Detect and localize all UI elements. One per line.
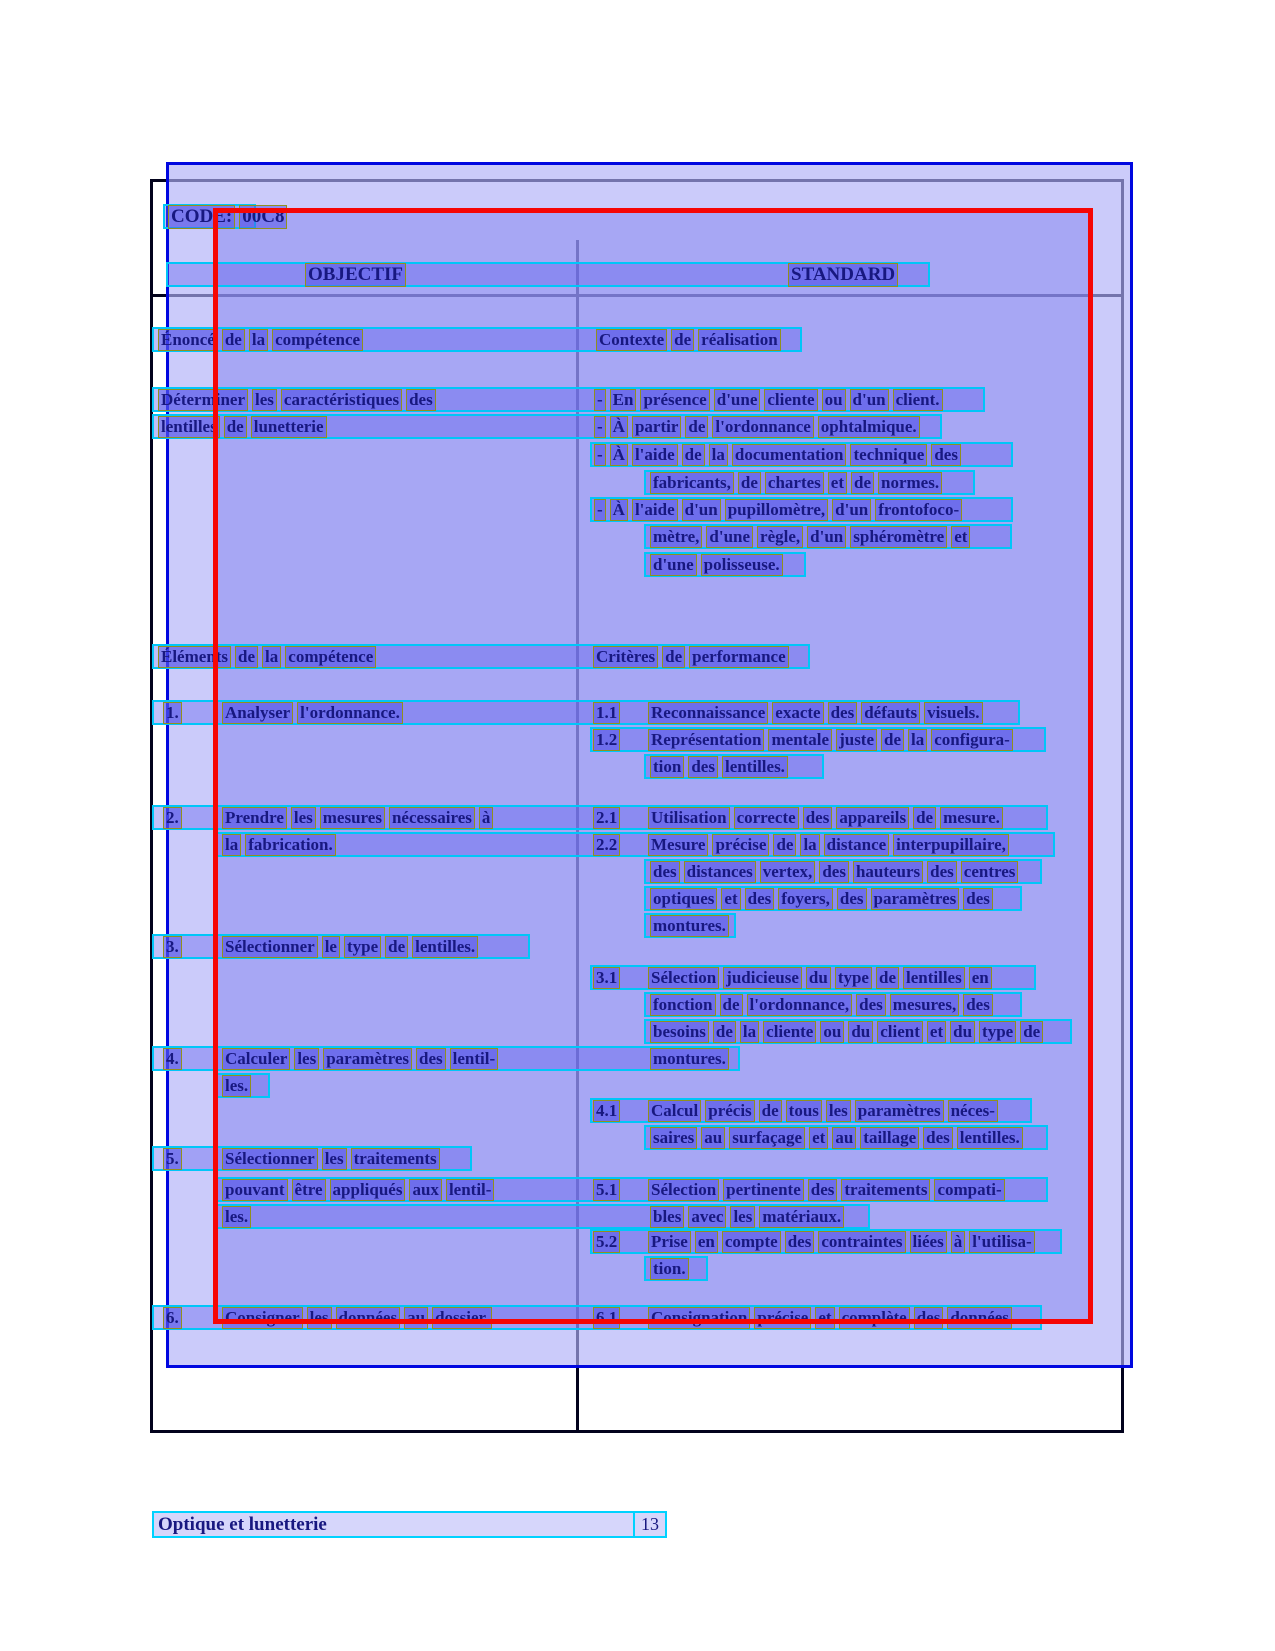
ocr-word: défauts (861, 702, 920, 724)
ocr-word: 4. (163, 1048, 182, 1070)
ocr-word: cliente (763, 1021, 816, 1043)
ocr-word: Analyser (222, 702, 293, 724)
ocr-word: données (336, 1307, 401, 1329)
ocr-word: Éléments (158, 646, 231, 668)
ocr-word: de (222, 329, 245, 351)
ocr-word: partir (632, 416, 681, 438)
ocr-word: et (951, 526, 970, 548)
ocr-word: Sélection (648, 1179, 719, 1201)
ocr-word: paramètres (323, 1048, 412, 1070)
ocr-word: de (662, 646, 685, 668)
ocr-word: 3.1 (593, 967, 620, 989)
ocr-word: optiques (650, 888, 717, 910)
ocr-word: 2. (163, 807, 182, 829)
ocr-word: des (785, 1231, 815, 1253)
ocr-word: 3. (163, 936, 182, 958)
ocr-word: mentale (768, 729, 832, 751)
ocr-word: pertinente (723, 1179, 804, 1201)
ocr-word: à (479, 807, 494, 829)
ocr-word: vertex, (760, 861, 816, 883)
ocr-word: de (235, 646, 258, 668)
ocr-word: de (224, 416, 247, 438)
ocr-word: d'une (714, 389, 761, 411)
ocr-word: normes. (878, 472, 942, 494)
ocr-word: les (730, 1206, 755, 1228)
ocr-word: de (385, 936, 408, 958)
ocr-word: appliqués (330, 1179, 406, 1201)
ocr-word: d'un (807, 526, 846, 548)
ocr-word: des (745, 888, 775, 910)
ocr-word: des (963, 888, 993, 910)
ocr-word: les. (222, 1075, 251, 1097)
ocr-word: avec (688, 1206, 726, 1228)
ocr-word: Sélectionner (222, 936, 318, 958)
ocr-word: - (594, 389, 606, 411)
ocr-word: Sélectionner (222, 1148, 318, 1170)
ocr-word: foyers, (778, 888, 833, 910)
ocr-word: des (819, 861, 849, 883)
ocr-word: sphéromètre (850, 526, 947, 548)
ocr-word: Utilisation (648, 807, 730, 829)
ocr-word: pupillomètre, (725, 499, 828, 521)
ocr-text-segment (163, 934, 186, 959)
ocr-table-region-rectangle (213, 208, 1093, 1324)
ocr-word: lentilles. (957, 1127, 1023, 1149)
ocr-word: client. (893, 389, 943, 411)
ocr-word: 1.2 (593, 729, 620, 751)
ocr-word: saires (650, 1127, 697, 1149)
ocr-word: aux (409, 1179, 441, 1201)
ocr-word: Consigner (222, 1307, 303, 1329)
ocr-word: des (803, 807, 833, 829)
ocr-word: lentil- (446, 1179, 495, 1201)
ocr-word: l'ordonnance, (747, 994, 853, 1016)
ocr-word: Déterminer (158, 389, 248, 411)
ocr-word: de (685, 416, 708, 438)
ocr-word: bles (650, 1206, 684, 1228)
ocr-word: contraintes (818, 1231, 905, 1253)
ocr-word: de (738, 472, 761, 494)
ocr-word: de (881, 729, 904, 751)
ocr-word: polisseuse. (701, 554, 783, 576)
ocr-word: Mesure (648, 834, 708, 856)
ocr-word: taillage (860, 1127, 919, 1149)
ocr-word: traitements (841, 1179, 930, 1201)
ocr-word: exacte (772, 702, 823, 724)
ocr-word: et (815, 1307, 834, 1329)
ocr-word: en (695, 1231, 718, 1253)
ocr-word: de (876, 967, 899, 989)
ocr-word: fabrication. (245, 834, 336, 856)
ocr-word: compati- (934, 1179, 1004, 1201)
ocr-word: des (914, 1307, 944, 1329)
ocr-word: l'utilisa- (969, 1231, 1035, 1253)
ocr-word: des (923, 1127, 953, 1149)
ocr-word: 2.2 (593, 834, 620, 856)
ocr-word: en (969, 967, 992, 989)
ocr-word: des (837, 888, 867, 910)
ocr-word: appareils (836, 807, 909, 829)
ocr-word: la (262, 646, 281, 668)
ocr-word: à (951, 1231, 966, 1253)
ocr-word: paramètres (871, 888, 960, 910)
ocr-word: surfaçage (729, 1127, 805, 1149)
ocr-text-segment (163, 1305, 186, 1330)
ocr-word: lentilles (903, 967, 965, 989)
ocr-word: des (808, 1179, 838, 1201)
ocr-word: la (222, 834, 241, 856)
ocr-word: Calculer (222, 1048, 290, 1070)
ocr-word: type (835, 967, 872, 989)
ocr-word: liées (910, 1231, 947, 1253)
ocr-word: du (950, 1021, 975, 1043)
ocr-word: réalisation (698, 329, 781, 351)
ocr-word: matériaux. (759, 1206, 844, 1228)
footer-highlight-bar (152, 1511, 654, 1538)
ocr-word: distances (684, 861, 756, 883)
ocr-word: tion. (650, 1258, 689, 1280)
ocr-word: l'aide (632, 444, 678, 466)
ocr-word: du (848, 1021, 873, 1043)
ocr-word: l'ordonnance (712, 416, 813, 438)
ocr-word: Prendre (222, 807, 287, 829)
ocr-word: des (927, 861, 957, 883)
ocr-word: au (701, 1127, 725, 1149)
ocr-word: et (927, 1021, 946, 1043)
ocr-word: 5.2 (593, 1231, 620, 1253)
ocr-word: 1. (163, 702, 182, 724)
ocr-word: compétence (272, 329, 363, 351)
ocr-word: pouvant (222, 1179, 288, 1201)
ocr-word: des (688, 756, 718, 778)
ocr-word: montures. (650, 915, 729, 937)
ocr-word: En (610, 389, 637, 411)
ocr-word: complète (839, 1307, 910, 1329)
ocr-text-segment (163, 700, 186, 725)
ocr-word: règle, (757, 526, 803, 548)
ocr-word: 5. (163, 1148, 182, 1170)
ocr-word: et (809, 1127, 828, 1149)
ocr-word: ophtalmique. (818, 416, 920, 438)
ocr-word: de (682, 444, 705, 466)
ocr-word: le (322, 936, 340, 958)
ocr-word: de (671, 329, 694, 351)
ocr-text-segment (163, 805, 186, 830)
ocr-word: les (322, 1148, 347, 1170)
ocr-word: la (740, 1021, 759, 1043)
ocr-word: lentilles. (722, 756, 788, 778)
ocr-word: mètre, (650, 526, 702, 548)
ocr-word: fabricants, (650, 472, 734, 494)
ocr-word: - (594, 444, 606, 466)
ocr-word: des (828, 702, 858, 724)
ocr-word: de (759, 1100, 782, 1122)
ocr-word: À (610, 444, 628, 466)
ocr-word: compétence (285, 646, 376, 668)
ocr-word: visuels. (924, 702, 982, 724)
ocr-word: technique (850, 444, 927, 466)
ocr-word: Consignation (648, 1307, 750, 1329)
ocr-word: d'un (850, 389, 889, 411)
ocr-word: mesures, (890, 994, 959, 1016)
ocr-word: lunetterie (251, 416, 327, 438)
ocr-word: À (610, 499, 628, 521)
ocr-word: performance (689, 646, 788, 668)
ocr-word: À (610, 416, 628, 438)
ocr-word: correcte (734, 807, 799, 829)
ocr-word: au (832, 1127, 856, 1149)
ocr-word: frontofoco- (875, 499, 962, 521)
ocr-word: les (826, 1100, 851, 1122)
ocr-text-segment (163, 1046, 186, 1071)
ocr-word: néces- (948, 1100, 998, 1122)
ocr-word: Contexte (596, 329, 667, 351)
ocr-word: des (406, 389, 436, 411)
ocr-word: 5.1 (593, 1179, 620, 1201)
ocr-word: des (856, 994, 886, 1016)
ocr-word: tion (650, 756, 684, 778)
ocr-word: type (979, 1021, 1016, 1043)
ocr-word: mesure. (940, 807, 1003, 829)
ocr-word: 00C8 (239, 205, 287, 229)
ocr-word: besoins (650, 1021, 709, 1043)
ocr-word: les (291, 807, 316, 829)
ocr-word: la (249, 329, 268, 351)
ocr-word: du (806, 967, 831, 989)
ocr-word: ou (822, 389, 846, 411)
ocr-word: configura- (931, 729, 1013, 751)
footer-page-number: 13 (641, 1514, 659, 1534)
ocr-word: 6.1 (593, 1307, 620, 1329)
ocr-word: OBJECTIF (305, 263, 406, 287)
ocr-word: Reconnaissance (648, 702, 768, 724)
ocr-word: de (713, 1021, 736, 1043)
ocr-word: l'aide (632, 499, 678, 521)
ocr-word: fonction (650, 994, 716, 1016)
ocr-word: les (307, 1307, 332, 1329)
ocr-word: lentilles. (412, 936, 478, 958)
ocr-word: Calcul (648, 1100, 701, 1122)
ocr-word: de (851, 472, 874, 494)
ocr-word: client (877, 1021, 923, 1043)
ocr-word: 6. (163, 1307, 182, 1329)
ocr-word: Représentation (648, 729, 764, 751)
ocr-word: ou (820, 1021, 844, 1043)
ocr-word: - (594, 416, 606, 438)
ocr-word: les. (222, 1206, 251, 1228)
ocr-word: caractéristiques (281, 389, 402, 411)
ocr-word: de (913, 807, 936, 829)
ocr-word: Critères (593, 646, 658, 668)
ocr-word: d'un (682, 499, 721, 521)
ocr-word: présence (640, 389, 709, 411)
ocr-word: données (947, 1307, 1012, 1329)
ocr-word: les (294, 1048, 319, 1070)
ocr-word: paramètres (855, 1100, 944, 1122)
ocr-word: au (404, 1307, 428, 1329)
ocr-word: la (709, 444, 728, 466)
ocr-word: de (720, 994, 743, 1016)
ocr-word: dossier. (432, 1307, 492, 1329)
ocr-word: la (800, 834, 819, 856)
ocr-word: traitements (351, 1148, 440, 1170)
footer-page-number-box (633, 1511, 667, 1538)
ocr-word: et (828, 472, 847, 494)
ocr-word: judicieuse (723, 967, 802, 989)
ocr-word: chartes (765, 472, 824, 494)
ocr-word: interpupillaire, (893, 834, 1009, 856)
ocr-word: d'une (706, 526, 753, 548)
ocr-word: tous (786, 1100, 822, 1122)
ocr-word: type (344, 936, 381, 958)
ocr-word: la (908, 729, 927, 751)
ocr-word: de (773, 834, 796, 856)
ocr-word: 4.1 (593, 1100, 620, 1122)
ocr-word: lentilles (158, 416, 220, 438)
ocr-word: mesures (320, 807, 385, 829)
ocr-word: hauteurs (853, 861, 923, 883)
ocr-word: d'une (650, 554, 697, 576)
ocr-word: Sélection (648, 967, 719, 989)
ocr-word: juste (836, 729, 877, 751)
ocr-word: CODE: (168, 205, 235, 229)
ocr-word: l'ordonnance. (297, 702, 403, 724)
ocr-word: les (252, 389, 277, 411)
ocr-word: lentil- (450, 1048, 499, 1070)
ocr-word: distance (824, 834, 890, 856)
ocr-word: centres (961, 861, 1019, 883)
ocr-word: précise (712, 834, 769, 856)
ocr-word: STANDARD (788, 263, 898, 287)
ocr-word: précise (754, 1307, 811, 1329)
ocr-word: des (931, 444, 961, 466)
ocr-word: des (416, 1048, 446, 1070)
ocr-word: nécessaires (389, 807, 475, 829)
ocr-word: montures. (650, 1048, 729, 1070)
ocr-word: être (292, 1179, 326, 1201)
footer-title: Optique et lunetterie (158, 1513, 327, 1535)
ocr-word: cliente (764, 389, 817, 411)
ocr-word: d'un (832, 499, 871, 521)
ocr-word: des (963, 994, 993, 1016)
ocr-word: 2.1 (593, 807, 620, 829)
ocr-word: Prise (648, 1231, 691, 1253)
ocr-word: et (721, 888, 740, 910)
ocr-word: précis (705, 1100, 754, 1122)
ocr-word: - (594, 499, 606, 521)
ocr-text-segment (163, 1146, 186, 1171)
ocr-word: de (1020, 1021, 1043, 1043)
ocr-word: documentation (732, 444, 847, 466)
ocr-word: des (650, 861, 680, 883)
ocr-word: Énoncé (158, 329, 218, 351)
ocr-word: compte (722, 1231, 781, 1253)
ocr-word: 1.1 (593, 702, 620, 724)
